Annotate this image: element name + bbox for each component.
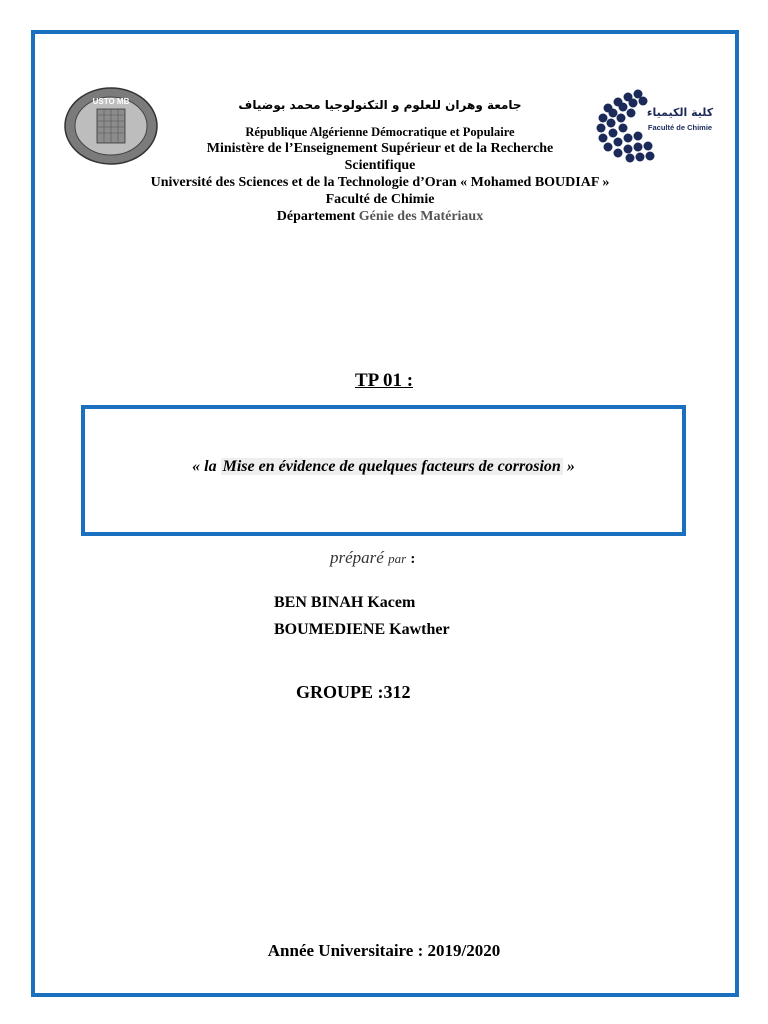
arabic-university-name: جامعة وهران للعلوم و التكنولوجيا محمد بوضياف	[238, 98, 522, 112]
prepared-word: préparé	[330, 548, 384, 567]
academic-year: Année Universitaire : 2019/2020	[267, 941, 501, 960]
institution-header	[60, 96, 700, 225]
department-name: Génie des Matériaux	[358, 209, 484, 224]
logo-right-arabic: كلية الكيمياء	[646, 106, 714, 119]
subject-title	[85, 458, 682, 476]
ministry-line-1: Ministère de l’Enseignement Supérieur et de la Recherche	[206, 141, 554, 156]
tp-title: TP 01 :	[354, 370, 414, 391]
author-1: BEN BINAH Kacem	[274, 594, 416, 611]
prepared-by	[330, 548, 415, 568]
subject-open-quote: « la	[192, 458, 217, 475]
faculty-line: Faculté de Chimie	[325, 192, 435, 207]
university-line: Université des Sciences et de la Technologie d’Oran « Mohamed BOUDIAF »	[150, 175, 610, 190]
subject-box	[81, 405, 686, 536]
author-2: BOUMEDIENE Kawther	[274, 621, 450, 638]
subject-highlighted: Mise en évidence de quelques facteurs de corrosion	[222, 458, 561, 475]
par-word: par	[388, 551, 407, 566]
logo-left-text: USTO MB	[92, 97, 130, 106]
logo-right-text: Faculté de Chimie	[647, 123, 713, 132]
department-line	[60, 208, 700, 225]
group-number: GROUPE :312	[296, 682, 411, 702]
republic-line: République Algérienne Démocratique et Populaire	[245, 125, 515, 139]
department-label: Département	[276, 209, 356, 224]
ministry-line-2: Scientifique	[344, 158, 416, 173]
prepared-colon: :	[410, 551, 416, 567]
subject-close-quote: »	[566, 458, 575, 475]
